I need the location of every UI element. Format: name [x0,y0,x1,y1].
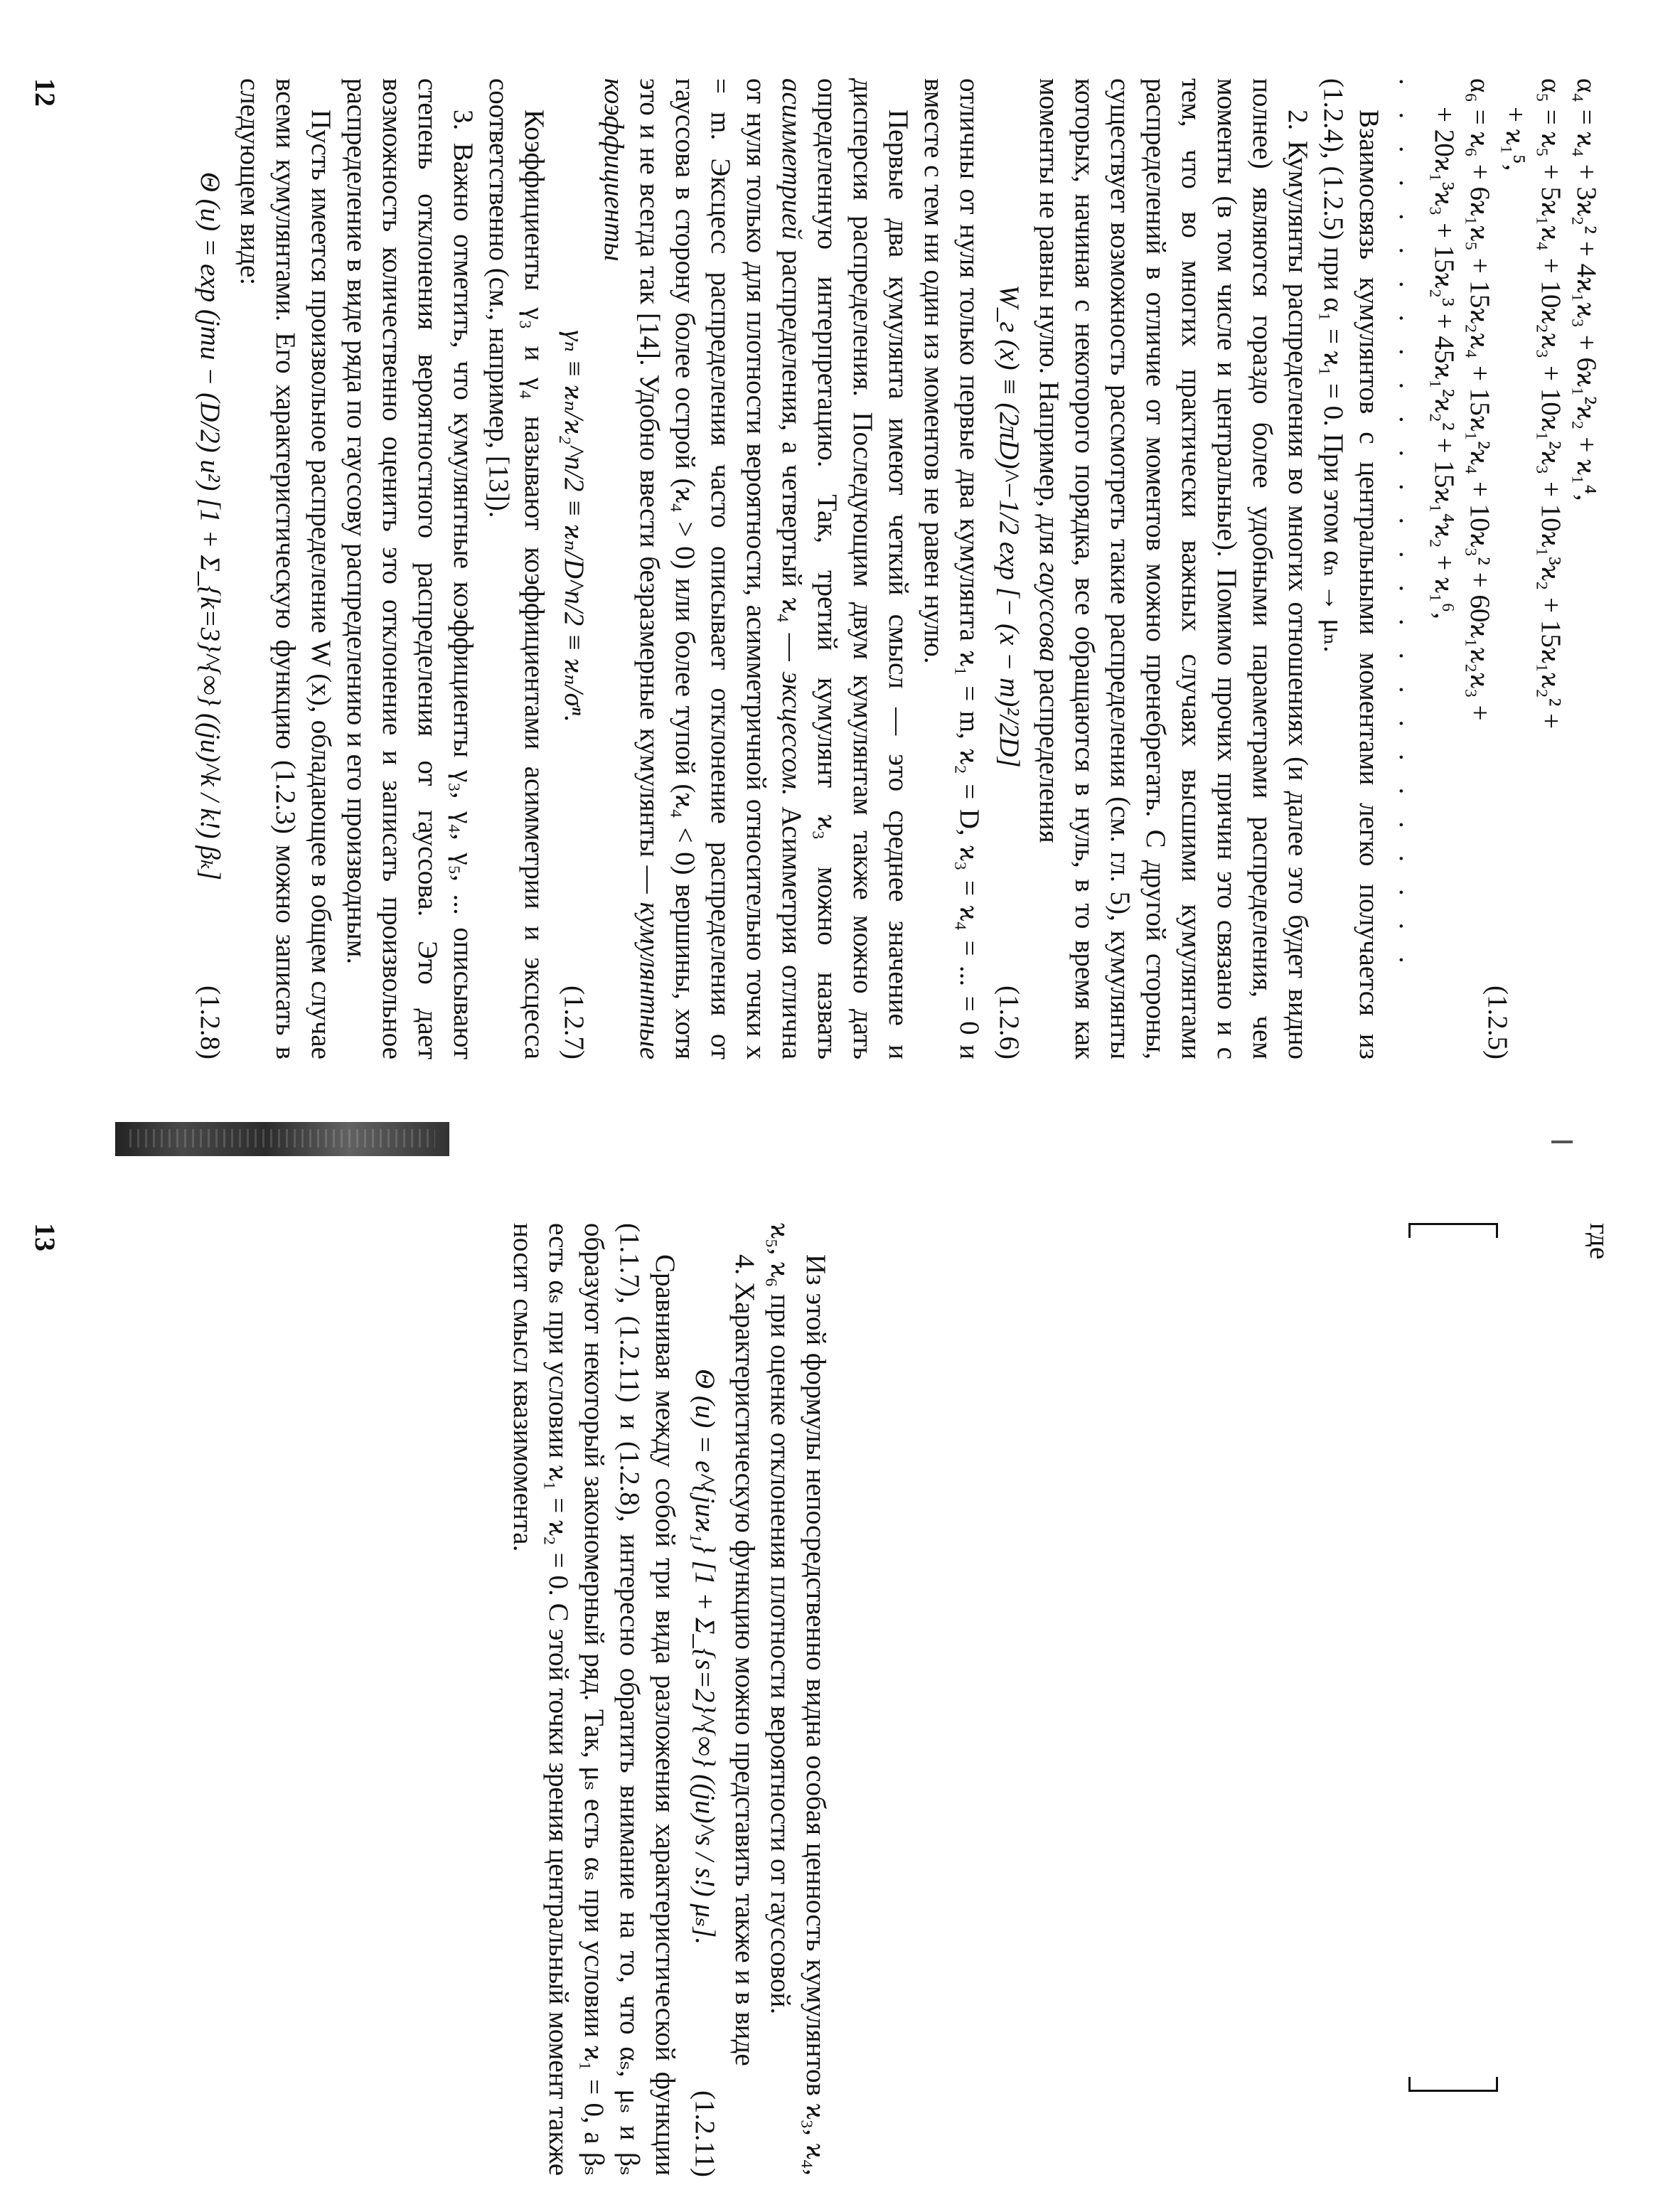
right-bracket [1408,2077,1498,2092]
paragraph-coefficients: Коэффициенты γ₃ и γ₄ называют коэффициентами асимметрии и эксцесса соответственно (см., например, [13]). [483,78,550,1059]
gaussian-density-formula: W_г (x) ≡ (2πD)^−1/2 exp [− (x − m)²/2D] [994,284,1025,768]
paragraph-represent: 4. Характеристическую функцию можно представить также и в виде [729,1254,760,2066]
excess-term: эксцессом. [776,671,807,796]
equation-number-1-2-5: (1.2.5) [1482,985,1513,1059]
equation-1-2-8 [192,78,228,1059]
page-13-text-column [505,1223,833,2176]
page-13 [0,1180,1658,2212]
paragraph-formula-value: Из этой формулы непосредственно видна особая ценность кумулянтов ϰ₃, ϰ₄, ϰ₅, ϰ₆ при оценке отклонения плотности вероятности от гауссовой. [765,1223,831,2176]
equation-number-1-2-8: (1.2.8) [195,985,225,1059]
page-number-12: 12 [29,78,61,107]
paragraph-first-cumulants-c: Асимметрия отлична от нуля только для плотности вероятности, асимметричной относительно точки x = m. Эксцесс распределения часто описывает отклонение распределения от гауссова в сторону более острой (ϰ₄ > 0) или более тупой (ϰ₄ < 0) вершины, хотя это и не всегда так [14]. Удобно ввести безразмерные кумулянты — [634,78,807,1060]
eq-alpha4: α₄ = ϰ₄ + 3ϰ₂² + 4ϰ₁ϰ₃ + 6ϰ₁²ϰ₂ + ϰ₁⁴, [1571,78,1602,501]
where-brackets [1408,1223,1498,2176]
paragraph-cumulants-convenient [1031,78,1315,1059]
eq-alpha5-line1: α₅ = ϰ₅ + 5ϰ₁ϰ₄ + 10ϰ₂ϰ₃ + 10ϰ₁²ϰ₃ + 10ϰ₁³ϰ₂ + 15ϰ₁ϰ₂² + [1536,78,1566,730]
asymmetry-term: асимметрией [776,78,807,240]
paragraph-arbitrary-distribution: Пусть имеется произвольное распределение W (x), обладающее в общем случае всеми кумулянтами. Его характеристическую функцию (1.2.3) можно записать в следующем виде: [235,78,336,1059]
eq-dots: . . . . . . . . . . . . . . . . . . . . . . . . . . . [1394,78,1424,973]
eq-alpha6-line1: α₆ = ϰ₆ + 6ϰ₁ϰ₅ + 15ϰ₂ϰ₄ + 15ϰ₁²ϰ₄ + 10ϰ₃² + 60ϰ₁ϰ₂ϰ₃ + [1465,78,1495,721]
where-label: где [1584,1223,1615,1260]
left-bracket [1408,1223,1498,1238]
cumulant-coefficient-formula: γₙ ≡ ϰₙ/ϰ₂^n/2 ≡ ϰₙ/D^n/2 ≡ ϰₙ/σⁿ. [559,330,589,722]
eq-alpha5-line2: + ϰ₁⁵, [1500,107,1531,171]
binding-shadow-strip [115,1122,449,1156]
equation-1-2-7 [556,78,592,1059]
equation-number-1-2-7: (1.2.7) [559,985,589,1059]
gutter-mark [1551,1140,1573,1143]
gaussian-term: гауссова [1034,562,1064,663]
equation-1-2-5 [1391,78,1604,1059]
book-gutter [0,1109,1658,1180]
paragraph-deviation: 3. Важно отметить, что кумулянтные коэффициенты γ₃, γ₄, γ₅, ... описывают степень отклонения вероятностного распределения от гауссова. Это дает возможность количественно оценить это отклонение и записать произвольное распределение в виде ряда по гауссову распределению и его производным. [341,78,478,1059]
paragraph-cumulants-convenient-end: распределения [1034,668,1064,843]
page-12-text-column [188,78,1608,1059]
equation-number-1-2-6: (1.2.6) [994,985,1025,1059]
paragraph-comparison: Сравнивая между собой три вида разложения характеристической функции (1.1.7), (1.2.11) и (1.2.8), интересно обратить внимание на то, что αₛ, μₛ и βₛ образуют некоторый закономерный ряд. Так, μₛ есть αₛ при условии ϰ₁ = 0, а βₛ есть αₛ при условии ϰ₁ = ϰ₂ = 0. С этой точки зрения центральный момент также носит смысл квазимомента. [508,1223,680,2176]
characteristic-function-series: Θ (u) = exp (jmu − (D/2) u²) [1 + Σ_{k=3}^{∞} ((ju)^k / k!) βₖ] [195,171,225,881]
paragraph-first-cumulants [596,78,916,1059]
cumulant-coefficients-term: кумулянтные коэффициенты [599,78,665,1060]
paragraph-nonzero-cumulants: отличны от нуля только первые два кумулянта ϰ₁ = m, ϰ₂ = D, ϰ₃ = ϰ₄ = ... = 0 и вместе с тем ни один из моментов не равен нулю. [919,78,985,1059]
paragraph-cumulants-convenient-text: 2. Кумулянты распределения во многих отношениях (и далее это будет видно полнее) являются гораздо более удобными параметрами распределения, чем моменты (в том числе и центральные). Помимо прочих причин это связано и с тем, что во многих практически важных случаях высшими кумулянтами распределений в отличие от моментов можно пренебрегать. С другой стороны, существует возможность рассмотреть такие распределения (см. гл. 5), кумулянты которых, начиная с некоторого порядка, все обращаются в нуль, в то время как моменты не равны нулю. Например, для [1034,78,1313,1059]
page-number-13: 13 [29,1223,61,1251]
where-block [1408,1223,1615,2176]
paragraph-first-cumulants-a: Первые два кумулянта имеют четкий смысл — это среднее значение и дисперсия распределения. Последующим двум кумулянтам также можно дать определенную интерпретацию. Так, третий кумулянт ϰ₃ можно назвать [812,78,914,1059]
paragraph-cumulants-central: Взаимосвязь кумулянтов с центральными моментами легко получается из (1.2.4), (1.2.5) при α₁ = ϰ₁ = 0. При этом αₙ → μₙ. [1318,78,1384,1059]
equation-1-2-11 [687,1223,722,2176]
equation-1-2-6 [991,78,1027,1059]
equation-number-1-2-11: (1.2.11) [690,2090,720,2178]
central-moment-series: Θ (u) = e^{juϰ₁} [1 + Σ_{s=2}^{∞} ((ju)^s / s!) μₛ]. [690,1368,720,1945]
paragraph-first-cumulants-b: распределения, а четвертый ϰ₄ — [776,250,807,661]
eq-alpha6-line2: + 20ϰ₁³ϰ₃ + 15ϰ₂³ + 45ϰ₁²ϰ₂² + 15ϰ₁⁴ϰ₂ + ϰ₁⁶, [1429,107,1460,619]
